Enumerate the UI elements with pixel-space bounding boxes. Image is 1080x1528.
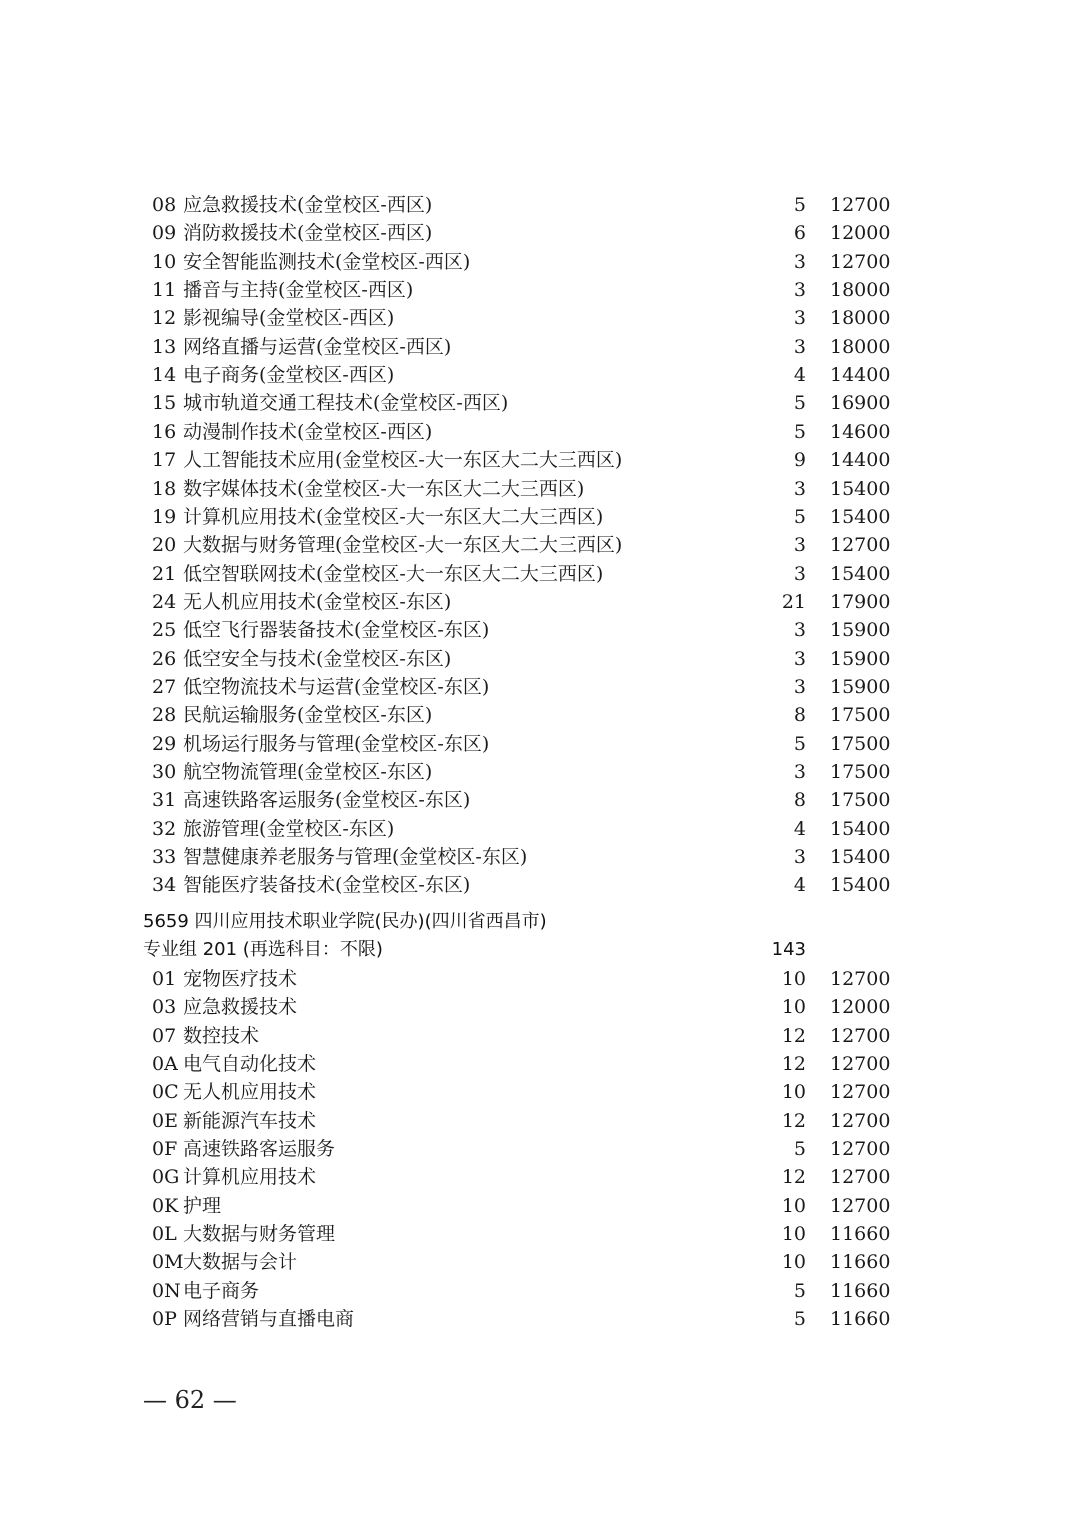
tuition-fee: 12700 — [830, 1166, 891, 1189]
program-name: 低空飞行器装备技术(金堂校区-东区) — [183, 619, 490, 642]
tuition-fee: 18000 — [830, 279, 891, 302]
enrollment-count: 10 — [781, 996, 806, 1019]
tuition-fee: 17500 — [830, 789, 891, 812]
program-code: 01 — [152, 968, 177, 990]
table-row — [0, 560, 1080, 588]
enrollment-count: 5 — [793, 194, 806, 216]
tuition-fee: 14400 — [830, 449, 891, 472]
program-name: 动漫制作技术(金堂校区-西区) — [183, 420, 433, 443]
program-name: 影视编导(金堂校区-西区) — [183, 307, 395, 330]
table-row — [0, 446, 1080, 474]
tuition-fee: 12700 — [830, 1194, 891, 1217]
table-row — [0, 701, 1080, 729]
program-code: 0P — [152, 1307, 177, 1330]
program-code: 08 — [152, 194, 177, 216]
program-code: 26 — [152, 647, 177, 670]
table-row — [0, 645, 1080, 673]
program-code: 18 — [152, 477, 177, 500]
program-name: 旅游管理(金堂校区-东区) — [183, 817, 395, 840]
program-code: 0C — [152, 1081, 179, 1104]
tuition-fee: 17900 — [830, 590, 891, 613]
program-name: 低空物流技术与运营(金堂校区-东区) — [183, 675, 490, 698]
program-code: 25 — [152, 619, 177, 642]
table-row — [0, 1163, 1080, 1191]
enrollment-count: 10 — [781, 1222, 806, 1245]
program-name: 大数据与财务管理 — [183, 1222, 336, 1245]
tuition-fee: 12700 — [830, 968, 891, 990]
program-code: 24 — [152, 590, 177, 613]
group-header — [0, 936, 1080, 964]
program-name: 高速铁路客运服务(金堂校区-东区) — [183, 789, 471, 812]
program-name: 计算机应用技术(金堂校区-大一东区大二大三西区) — [183, 505, 604, 528]
program-code: 29 — [152, 732, 177, 755]
program-name: 低空智联网技术(金堂校区-大一东区大二大三西区) — [183, 562, 604, 585]
tuition-fee: 12000 — [830, 222, 891, 245]
enrollment-count: 12 — [781, 1024, 806, 1047]
enrollment-count: 3 — [793, 534, 806, 557]
program-code: 0F — [152, 1137, 178, 1160]
program-code: 12 — [152, 307, 177, 330]
tuition-fee: 15900 — [830, 619, 891, 642]
program-code: 30 — [152, 761, 177, 783]
tuition-fee: 15400 — [830, 477, 891, 500]
table-row — [0, 1248, 1080, 1276]
program-name: 应急救援技术 — [183, 996, 298, 1019]
program-name: 电气自动化技术 — [183, 1052, 317, 1075]
table-row — [0, 191, 1080, 219]
program-name: 电子商务 — [183, 1279, 260, 1302]
program-code: 10 — [152, 250, 177, 273]
program-code: 20 — [152, 534, 177, 557]
table-row — [0, 248, 1080, 276]
table-row — [0, 1022, 1080, 1050]
tuition-fee: 12700 — [830, 534, 891, 557]
program-code: 0G — [152, 1166, 180, 1189]
tuition-fee: 12700 — [830, 250, 891, 273]
school-header — [0, 908, 1080, 936]
table-row — [0, 389, 1080, 417]
enrollment-count: 10 — [781, 968, 806, 990]
table-row — [0, 333, 1080, 361]
enrollment-count: 4 — [793, 364, 806, 387]
program-code: 0M — [152, 1251, 184, 1274]
enrollment-count: 10 — [781, 1081, 806, 1104]
program-name: 安全智能监测技术(金堂校区-西区) — [183, 250, 471, 273]
table-row — [0, 871, 1080, 899]
program-name: 播音与主持(金堂校区-西区) — [183, 279, 414, 302]
tuition-fee: 14400 — [830, 364, 891, 387]
enrollment-count: 5 — [793, 732, 806, 755]
table-row — [0, 276, 1080, 304]
page-number: — 62 — — [143, 1386, 237, 1414]
program-name: 大数据与财务管理(金堂校区-大一东区大二大三西区) — [183, 534, 623, 557]
program-code: 27 — [152, 675, 177, 698]
tuition-fee: 15900 — [830, 675, 891, 698]
program-name: 无人机应用技术(金堂校区-东区) — [183, 590, 452, 613]
table-row — [0, 1220, 1080, 1248]
program-code: 0L — [152, 1222, 177, 1245]
program-name: 宠物医疗技术 — [183, 968, 298, 990]
tuition-fee: 15400 — [830, 846, 891, 869]
tuition-fee: 18000 — [830, 335, 891, 358]
enrollment-count: 12 — [781, 1166, 806, 1189]
program-name: 城市轨道交通工程技术(金堂校区-西区) — [183, 392, 509, 415]
program-name: 机场运行服务与管理(金堂校区-东区) — [183, 732, 490, 755]
group-count: 143 — [771, 939, 806, 960]
tuition-fee: 15400 — [830, 817, 891, 840]
school-title: 5659 四川应用技术职业学院(民办)(四川省西昌市) — [143, 911, 547, 932]
program-code: 09 — [152, 222, 177, 245]
table-row — [0, 361, 1080, 389]
enrollment-count: 12 — [781, 1109, 806, 1132]
table-row — [0, 1050, 1080, 1078]
tuition-fee: 15400 — [830, 562, 891, 585]
tuition-fee: 11660 — [830, 1307, 891, 1330]
program-code: 33 — [152, 846, 177, 869]
table-row — [0, 531, 1080, 559]
program-code: 17 — [152, 449, 177, 472]
enrollment-count: 5 — [793, 420, 806, 443]
tuition-fee: 14600 — [830, 420, 891, 443]
table-row — [0, 1078, 1080, 1106]
enrollment-count: 12 — [781, 1052, 806, 1075]
program-code: 31 — [152, 789, 177, 812]
tuition-fee: 11660 — [830, 1222, 891, 1245]
enrollment-count: 21 — [781, 590, 806, 613]
table-row — [0, 304, 1080, 332]
program-code: 19 — [152, 505, 177, 528]
program-name: 智能医疗装备技术(金堂校区-东区) — [183, 874, 471, 897]
table-row — [0, 786, 1080, 814]
program-code: 14 — [152, 364, 177, 387]
program-code: 15 — [152, 392, 177, 415]
tuition-fee: 12700 — [830, 1137, 891, 1160]
program-name: 高速铁路客运服务 — [183, 1137, 336, 1160]
enrollment-count: 6 — [793, 222, 806, 245]
program-name: 护理 — [183, 1194, 222, 1217]
program-name: 网络营销与直播电商 — [183, 1307, 355, 1330]
program-name: 低空安全与技术(金堂校区-东区) — [183, 647, 452, 670]
enrollment-count: 3 — [793, 335, 806, 358]
table-row — [0, 993, 1080, 1021]
table-row — [0, 219, 1080, 247]
program-name: 数控技术 — [183, 1024, 260, 1047]
enrollment-count: 9 — [793, 449, 806, 472]
tuition-fee: 12700 — [830, 1052, 891, 1075]
enrollment-count: 3 — [793, 562, 806, 585]
tuition-fee: 18000 — [830, 307, 891, 330]
table-row — [0, 1277, 1080, 1305]
program-name: 数字媒体技术(金堂校区-大一东区大二大三西区) — [183, 477, 585, 500]
table-row — [0, 815, 1080, 843]
table-row — [0, 418, 1080, 446]
program-name: 智慧健康养老服务与管理(金堂校区-东区) — [183, 846, 528, 869]
tuition-fee: 11660 — [830, 1251, 891, 1274]
tuition-fee: 17500 — [830, 732, 891, 755]
tuition-fee: 15400 — [830, 505, 891, 528]
tuition-fee: 11660 — [830, 1279, 891, 1302]
enrollment-count: 10 — [781, 1251, 806, 1274]
enrollment-count: 3 — [793, 250, 806, 273]
program-name: 新能源汽车技术 — [183, 1109, 317, 1132]
tuition-fee: 12000 — [830, 996, 891, 1019]
enrollment-count: 5 — [793, 505, 806, 528]
tuition-fee: 17500 — [830, 761, 891, 783]
table-row — [0, 503, 1080, 531]
program-code: 07 — [152, 1024, 177, 1047]
program-code: 11 — [152, 279, 177, 302]
tuition-fee: 15900 — [830, 647, 891, 670]
table-row — [0, 673, 1080, 701]
tuition-fee: 12700 — [830, 194, 891, 216]
enrollment-count: 4 — [793, 817, 806, 840]
table-row — [0, 616, 1080, 644]
program-code: 0A — [152, 1052, 178, 1075]
enrollment-count: 3 — [793, 477, 806, 500]
enrollment-count: 10 — [781, 1194, 806, 1217]
program-code: 21 — [152, 562, 177, 585]
program-code: 0N — [152, 1279, 181, 1302]
program-name: 应急救援技术(金堂校区-西区) — [183, 194, 433, 216]
tuition-fee: 17500 — [830, 704, 891, 727]
tuition-fee: 12700 — [830, 1024, 891, 1047]
tuition-fee: 15400 — [830, 874, 891, 897]
table-row — [0, 843, 1080, 871]
enrollment-count: 5 — [793, 1279, 806, 1302]
table-row — [0, 730, 1080, 758]
enrollment-count: 3 — [793, 846, 806, 869]
enrollment-count: 8 — [793, 704, 806, 727]
tuition-fee: 12700 — [830, 1081, 891, 1104]
enrollment-count: 5 — [793, 392, 806, 415]
program-code: 0K — [152, 1194, 179, 1217]
tuition-fee: 16900 — [830, 392, 891, 415]
program-name: 航空物流管理(金堂校区-东区) — [183, 761, 433, 783]
program-name: 计算机应用技术 — [183, 1166, 317, 1189]
enrollment-count: 3 — [793, 647, 806, 670]
enrollment-count: 3 — [793, 619, 806, 642]
program-code: 16 — [152, 420, 177, 443]
table-row — [0, 965, 1080, 993]
table-row — [0, 475, 1080, 503]
table-row — [0, 1135, 1080, 1163]
enrollment-count: 3 — [793, 279, 806, 302]
program-code: 0E — [152, 1109, 178, 1132]
table-row — [0, 1305, 1080, 1333]
program-name: 人工智能技术应用(金堂校区-大一东区大二大三西区) — [183, 449, 623, 472]
enrollment-count: 3 — [793, 761, 806, 783]
program-name: 消防救援技术(金堂校区-西区) — [183, 222, 433, 245]
program-name: 无人机应用技术 — [183, 1081, 317, 1104]
program-name: 电子商务(金堂校区-西区) — [183, 364, 395, 387]
program-code: 03 — [152, 996, 177, 1019]
program-code: 32 — [152, 817, 177, 840]
enrollment-count: 5 — [793, 1137, 806, 1160]
table-row — [0, 1107, 1080, 1135]
program-code: 13 — [152, 335, 177, 358]
tuition-fee: 12700 — [830, 1109, 891, 1132]
table-row — [0, 588, 1080, 616]
program-code: 28 — [152, 704, 177, 727]
program-code: 34 — [152, 874, 177, 897]
enrollment-count: 8 — [793, 789, 806, 812]
program-name: 网络直播与运营(金堂校区-西区) — [183, 335, 452, 358]
table-row — [0, 1192, 1080, 1220]
group-title: 专业组 201 (再选科目：不限) — [143, 939, 383, 960]
program-name: 民航运输服务(金堂校区-东区) — [183, 704, 433, 727]
enrollment-count: 4 — [793, 874, 806, 897]
table-row — [0, 758, 1080, 786]
enrollment-count: 3 — [793, 675, 806, 698]
enrollment-count: 3 — [793, 307, 806, 330]
enrollment-count: 5 — [793, 1307, 806, 1330]
program-name: 大数据与会计 — [183, 1251, 298, 1274]
